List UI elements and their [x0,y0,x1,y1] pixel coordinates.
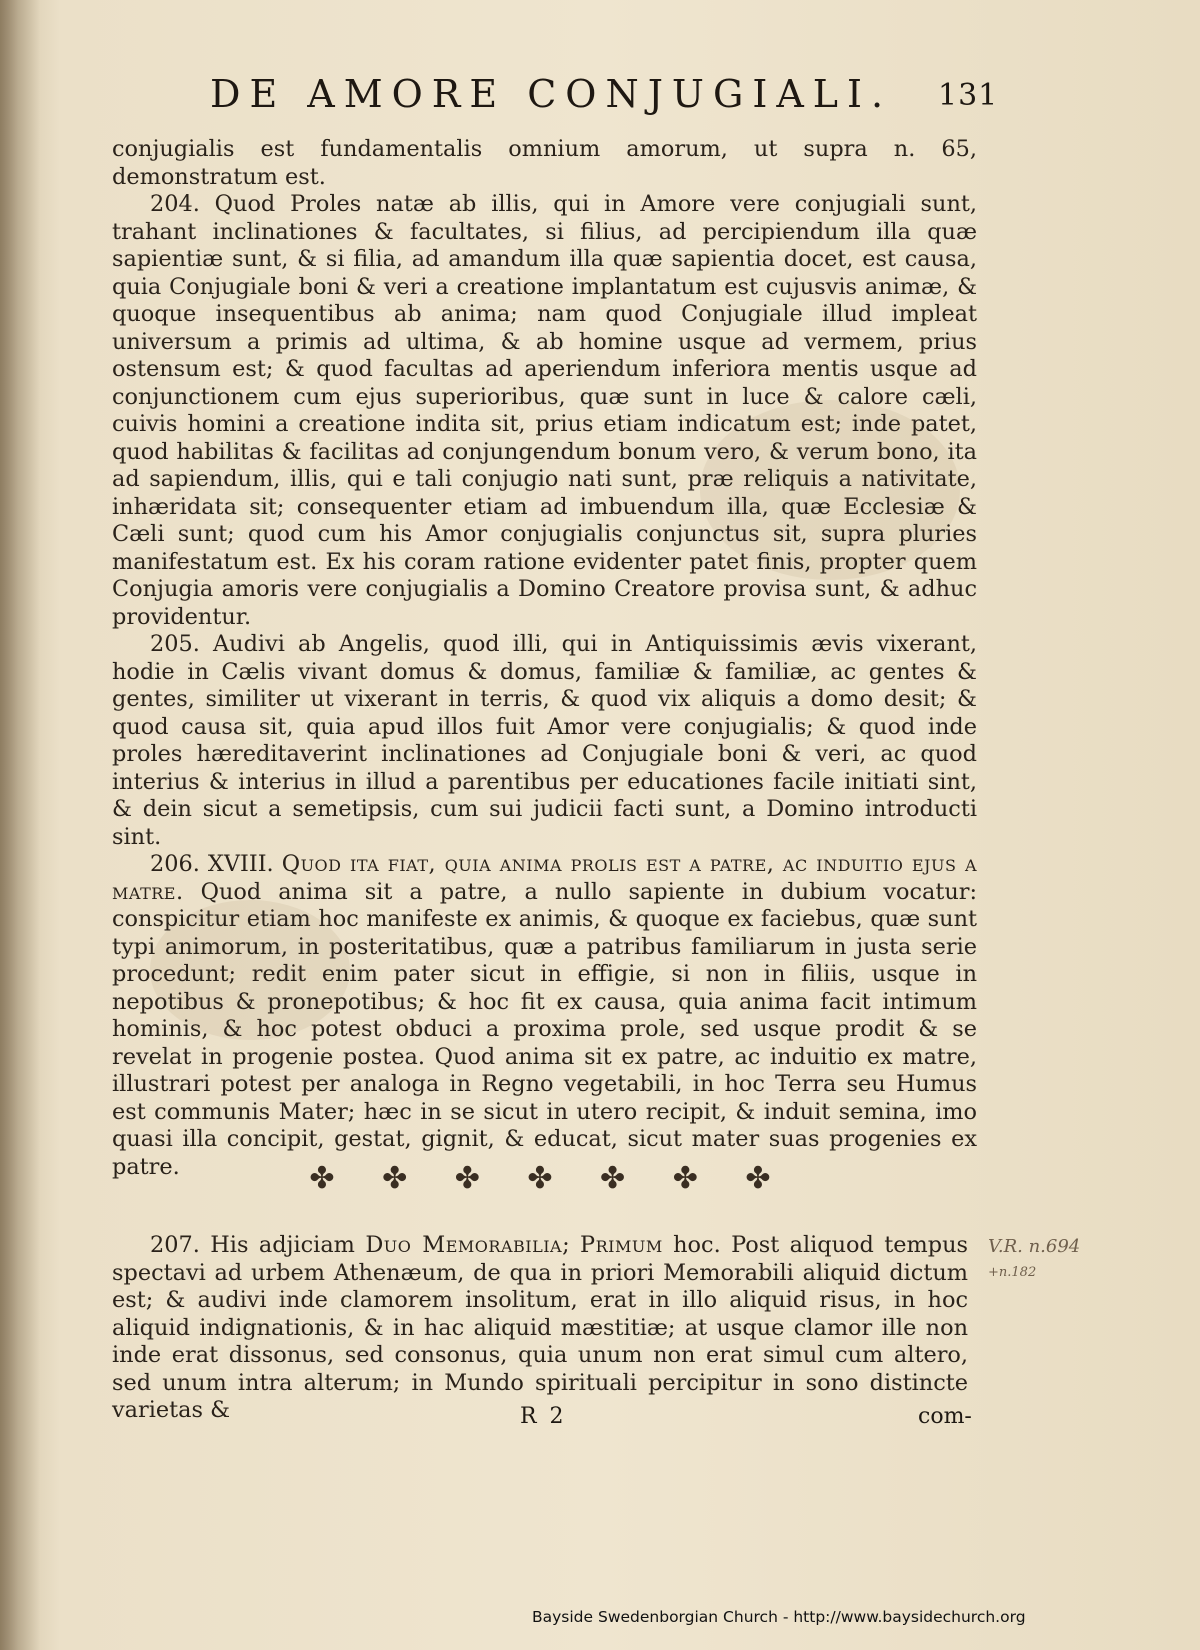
fleuron-icon: ✤ [309,1161,335,1196]
handwritten-margin-note [988,1234,1080,1286]
signature-mark: R 2 [520,1404,567,1429]
paragraph-207-smallcaps-1: Duo Memorabilia [365,1232,563,1258]
memorabile-column [112,1232,968,1425]
paragraph-204: 204. Quod Proles natæ ab illis, qui in Amore vere conjugiali sunt, trahant inclinationes & facultates, si filius, ad percipiendum illa quæ sapientiæ sunt, & si filia, ad amandum illa quæ sapientia docet, est causa, quia Conjugiale boni & veri a creatione implantatum est cujusvis animæ, & quoque insequentibus ab anima; nam quod Conjugiale illud impleat universum a primis ad ultima, & ab homine usque ad vermem, prius ostensum est; & quod facultas ad aperiendum inferiora mentis usque ad conjunctionem cum ejus superioribus, quæ sunt in luce & calore cæli, cuivis homini a creatione indita sit, prius etiam indicatum est; inde patet, quod habilitas & facilitas ad conjungendum bonum vero, & verum bono, ita ad sapiendum, illis, qui e tali conjugio nati sunt, præ reliquis a nativitate, inhæridata sit; consequenter etiam ad imbuendum illa, quæ Ecclesiæ & Cæli sunt; quod cum his Amor conjugialis conjunctus sit, supra pluries manifestatum est. Ex his coram ratione evidenter patet finis, propter quem Conjugia amoris vere conjugialis a Domino Creatore provisa sunt, & adhuc providentur. [112,191,977,630]
paragraph-207-text: hoc. Post aliquod tempus spectavi ad urbem Athenæum, de qua in priori Memorabili aliquid dictum est; & audivi inde clamorem insolitum, erat in illo aliquid risus, in hoc aliquid indignationis, & in hac aliquid mæstitiæ; at usque clamor ille non inde erat dissonus, sed consonus, quia unum non erat simul cum altero, sed unum intra alterum; in Mundo spirituali percipitur in sono distincte varietas & [112,1232,968,1423]
fleuron-icon: ✤ [527,1161,553,1196]
margin-note-line-2: +n.182 [988,1265,1037,1280]
fleuron-icon: ✤ [382,1161,408,1196]
fleuron-icon: ✤ [745,1161,771,1196]
paragraph-207-start: 207. His adjiciam [150,1232,355,1258]
continuation-paragraph: conjugialis est fundamentalis omnium amorum, ut supra n. 65, demonstratum est. [112,136,977,190]
fleuron-icon: ✤ [600,1161,626,1196]
catchword: com- [918,1404,972,1429]
running-head: DE AMORE CONJUGIALI. [210,72,893,116]
margin-note-line-1: V.R. n.694 [988,1236,1081,1257]
paragraph-207 [112,1232,968,1425]
paragraph-206-text: Quod anima sit a patre, a nullo sapiente in dubium vocatur: conspicitur etiam hoc manifeste ex animis, & quoque ex faciebus, quæ sunt typi animorum, in posteritatibus, quæ a patribus familiarum in justa serie procedunt; redit enim pater sicut in effigie, si non in filiis, usque in nepotibus & pronepotibus; & hoc fit ex causa, quia anima facit intimum hominis, & hoc potest obduci a proxima prole, sed usque prodit & se revelat in progenie postea. Quod anima sit ex patre, ac induitio ex matre, illustrari potest per analoga in Regno vegetabili, in hoc Terra seu Humus est communis Mater; hæc in se sicut in utero recipit, & induit semina, imo quasi illa concipit, gestat, gignit, & educat, sicut mater suas progenies ex patre. [112,878,977,1180]
paragraph-206-heading: Quod ita fiat, quia anima prolis est a patre, ac induitio ejus a matre. [112,851,978,905]
paragraph-207-mid: ; [562,1232,570,1258]
fleuron-icon: ✤ [672,1161,698,1196]
footer-credit: Bayside Swedenborgian Church - http://www.baysidechurch.org [532,1608,1026,1626]
paragraph-205: 205. Audivi ab Angelis, quod illi, qui in Antiquissimis ævis vixerant, hodie in Cælis vivant domus & domus, familiæ & familiæ, ac gentes & gentes, similiter ut vixerant in terris, & quod vix aliquis a domo desit; & quod causa sit, quia apud illos fuit Amor vere conjugialis; & quod inde proles hæreditaverint inclinationes ad Conjugiale boni & veri, ac quod interius & interius in illud a parentibus per educationes facile initiati sint, & dein sicut a semetipsis, cum sui judicii facti sunt, a Domino introducti sint. [112,631,977,850]
spine-shadow [0,0,40,1650]
paragraph-206 [112,851,977,1181]
ornament-row [305,1162,775,1196]
page-number: 131 [938,78,999,113]
main-text-column [112,136,977,1181]
paragraph-207-smallcaps-2: Primum [580,1232,663,1258]
fleuron-icon: ✤ [454,1161,480,1196]
paragraph-206-number: 206. XVIII. [150,851,274,877]
